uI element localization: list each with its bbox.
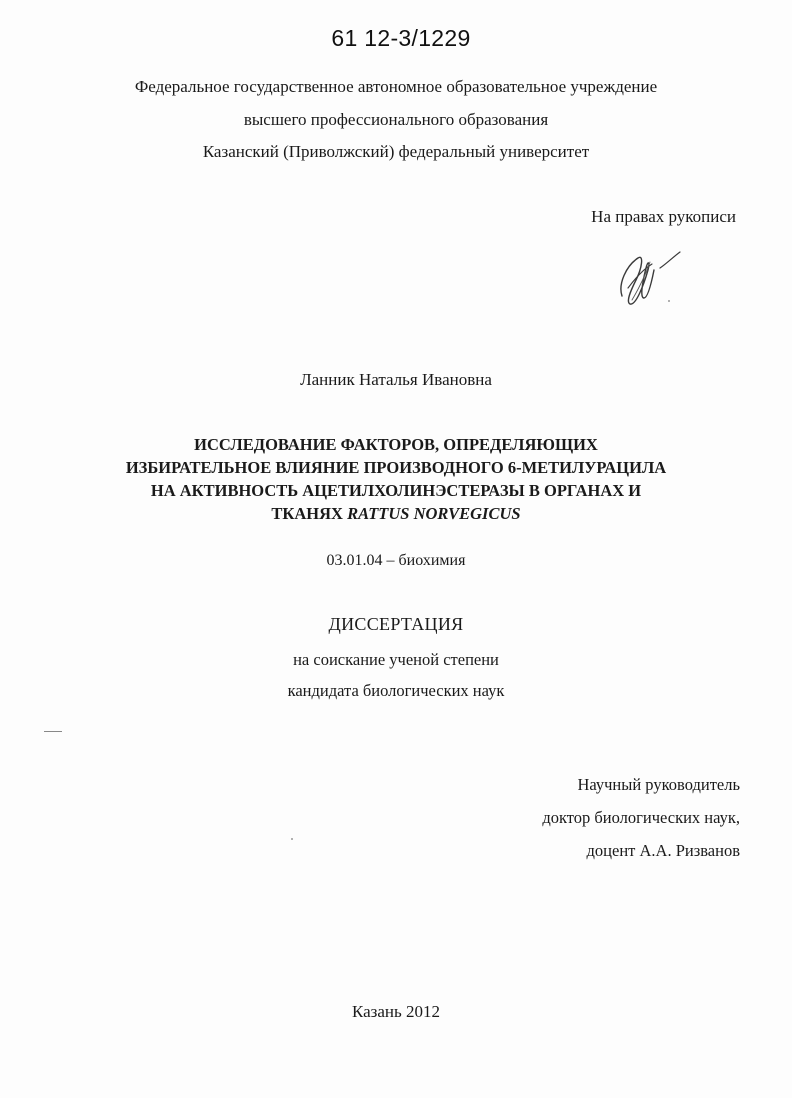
author-name: Ланник Наталья Ивановна — [300, 370, 492, 389]
title-line-4 — [0, 502, 792, 525]
archive-stamp-number: 61 12-3/1229 — [331, 25, 471, 51]
institution-line-3: Казанский (Приволжский) федеральный университет — [202, 142, 590, 161]
dissertation-heading: ДИССЕРТАЦИЯ — [328, 614, 464, 634]
supervisor-degree: доктор биологических наук, — [542, 808, 740, 827]
species-name: RATTUS NORVEGICUS — [347, 504, 521, 523]
supervisor-role: Научный руководитель — [577, 775, 740, 794]
institution-line-1: Федеральное государственное автономное образовательное учреждение — [134, 77, 658, 96]
degree-line-2: кандидата биологических наук — [287, 681, 505, 700]
scan-speck — [291, 838, 293, 840]
city-year: Казань 2012 — [351, 1002, 441, 1021]
supervisor-name: доцент А.А. Ризванов — [586, 841, 740, 860]
degree-line-1: на соискание ученой степени — [293, 650, 499, 669]
title-line-3: НА АКТИВНОСТЬ АЦЕТИЛХОЛИНЭСТЕРАЗЫ В ОРГАНАХ И — [150, 481, 642, 500]
specialty-code: 03.01.04 – биохимия — [326, 552, 466, 569]
institution-line-2: высшего профессионального образования — [243, 110, 549, 129]
scan-speck — [668, 300, 670, 302]
dissertation-title — [0, 433, 792, 525]
title-line-1: ИССЛЕДОВАНИЕ ФАКТОРОВ, ОПРЕДЕЛЯЮЩИХ — [194, 435, 598, 454]
margin-mark — [44, 731, 62, 732]
title-line-2: ИЗБИРАТЕЛЬНОЕ ВЛИЯНИЕ ПРОИЗВОДНОГО 6-МЕТИЛУРАЦИЛА — [125, 458, 667, 477]
manuscript-rights-label: На правах рукописи — [591, 207, 736, 226]
title-line-4-prefix: ТКАНЯХ — [271, 504, 343, 523]
signature — [608, 240, 694, 312]
